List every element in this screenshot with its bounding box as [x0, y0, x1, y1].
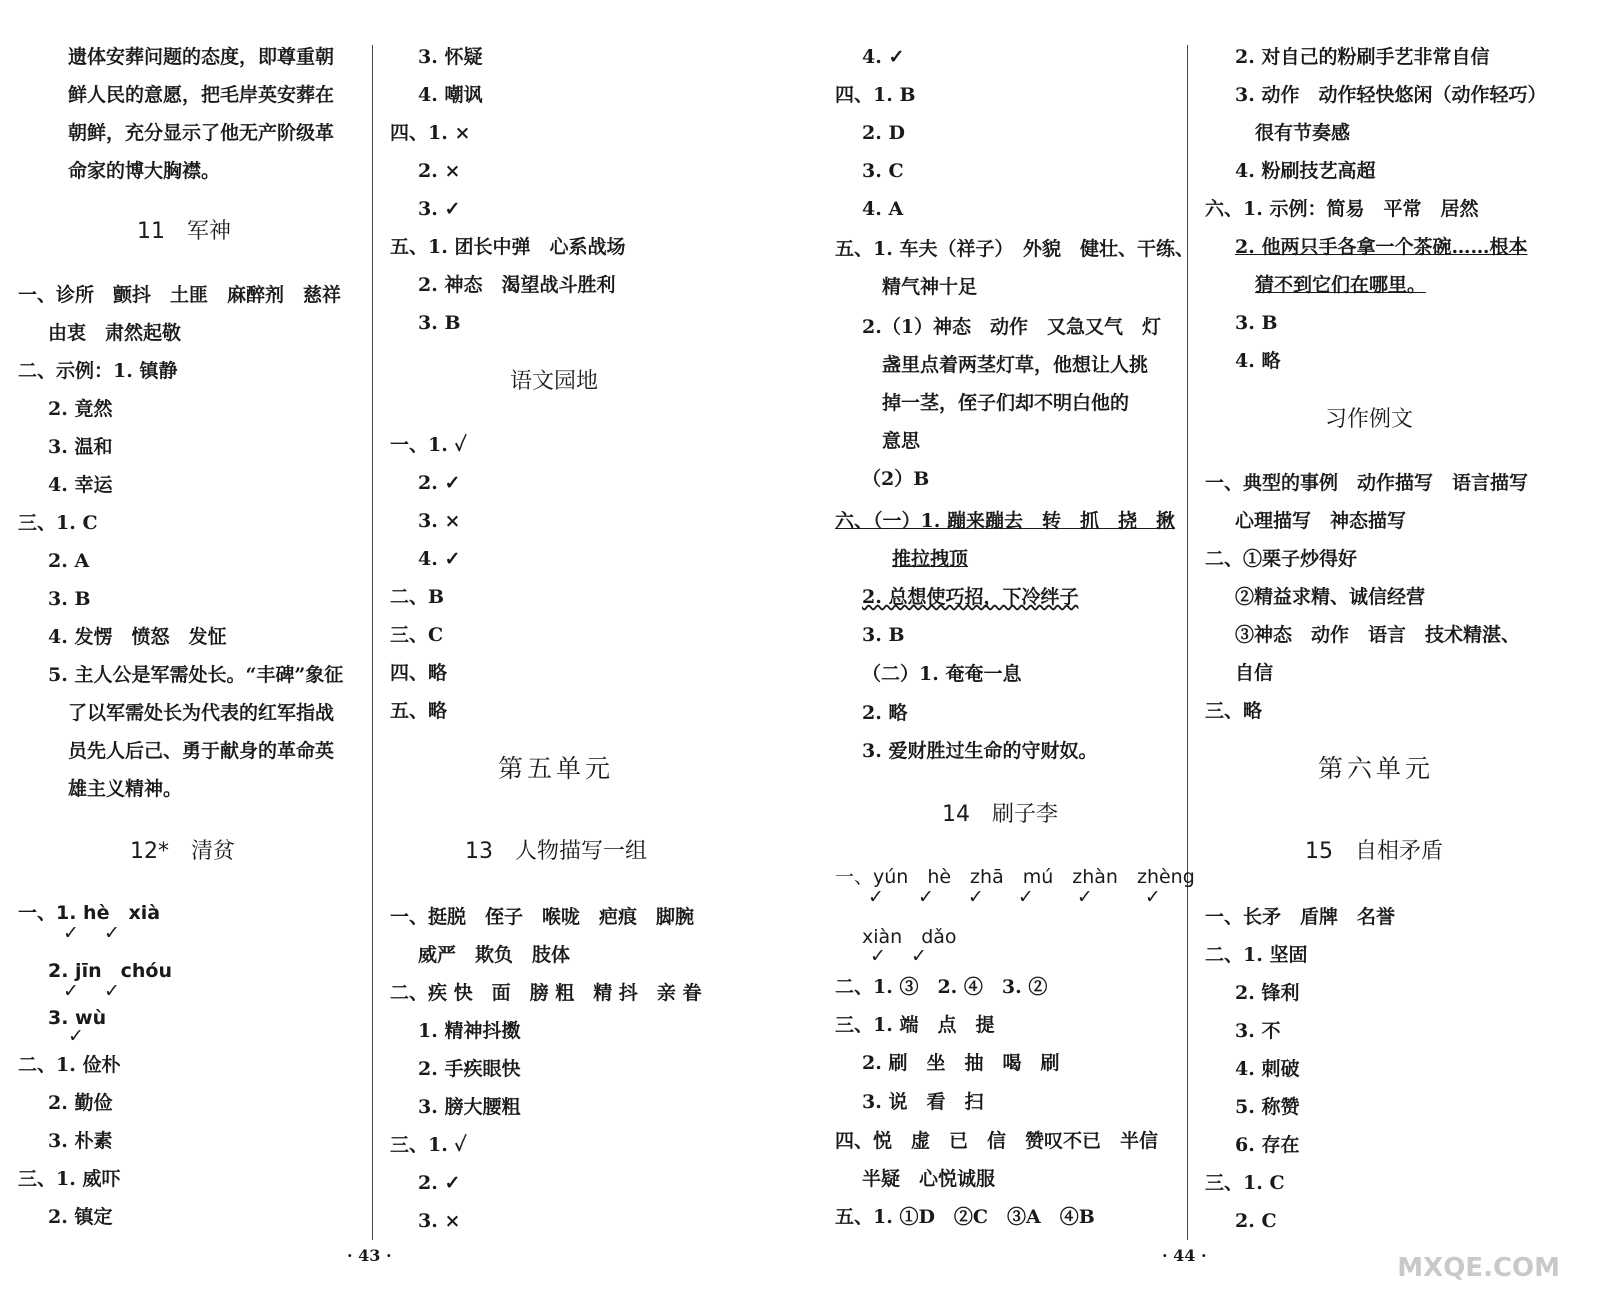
section-title-yuwen-yuandi: 语文园地 — [510, 369, 599, 394]
answer-line: 2. 对自己的粉刷手艺非常自信 — [1235, 46, 1490, 68]
answer-line: 二、1. 俭朴 — [18, 1054, 121, 1076]
answer-line: 3. B — [48, 588, 91, 610]
answer-line: 3. 说 看 扫 — [862, 1091, 984, 1113]
text-line: 鲜人民的意愿，把毛岸英安葬在 — [68, 84, 335, 106]
answer-line: 2.（1）神态 动作 又急又气 灯 — [862, 316, 1162, 338]
answer-line: 四、略 — [390, 662, 448, 684]
check-mark-icon: ✓ ✓ — [870, 945, 927, 967]
answer-line: 半疑 心悦诚服 — [862, 1168, 996, 1190]
column-divider-right — [1187, 45, 1188, 1240]
text-line: 遗体安葬问题的态度，即尊重朝 — [68, 46, 335, 68]
answer-line: 二、B — [390, 586, 445, 608]
answer-line: 五、1. ①D ②C ③A ④B — [835, 1206, 1095, 1228]
answer-line: 雄主义精神。 — [68, 778, 183, 800]
answer-line: 3. 朴素 — [48, 1130, 113, 1152]
answer-line: 4. 刺破 — [1235, 1058, 1300, 1080]
answer-line: 四、悦 虚 已 信 赞叹不已 半信 — [835, 1130, 1159, 1152]
answer-line: 由衷 肃然起敬 — [48, 322, 182, 344]
answer-line: 2. 手疾眼快 — [418, 1058, 521, 1080]
answer-line: 2. A — [48, 550, 90, 572]
answer-line: 一、长矛 盾牌 名誉 — [1205, 906, 1396, 928]
answer-line: ②精益求精、诚信经营 — [1235, 586, 1426, 608]
check-mark-icon: ✓ ✓ — [63, 922, 120, 944]
pinyin-line: 一、yún hè zhā mú zhàn zhèng — [835, 866, 1195, 888]
answer-line: 2. 神态 渴望战斗胜利 — [418, 274, 616, 296]
answer-line: 3. ✓ — [418, 198, 461, 220]
answer-line: 六、（一）1. 蹦来蹦去 转 抓 挠 揪 — [835, 510, 1175, 532]
answer-line: 很有节奏感 — [1255, 122, 1351, 144]
answer-line: 3. B — [1235, 312, 1278, 334]
answer-line: 2. ✓ — [418, 472, 461, 494]
answer-line: 二、1. 坚固 — [1205, 944, 1308, 966]
answer-line: 一、诊所 颤抖 土匪 麻醉剂 慈祥 — [18, 284, 342, 306]
answer-line: 二、疾 快 面 膀 粗 精 抖 亲 眷 — [390, 982, 702, 1004]
answer-line: 3. 爱财胜过生命的守财奴。 — [862, 740, 1098, 762]
answer-line: 三、C — [390, 624, 444, 646]
answer-line: 自信 — [1235, 662, 1274, 684]
pinyin-line: 3. wù — [48, 1007, 107, 1029]
watermark: MXQE.COM — [1397, 1253, 1560, 1283]
answer-line: 三、1. ✓ — [390, 1134, 467, 1156]
answer-line: 3. 不 — [1235, 1020, 1281, 1042]
answer-line: 意思 — [882, 430, 921, 452]
answer-line: 3. × — [418, 510, 461, 532]
answer-line: 2. C — [1235, 1210, 1277, 1232]
answer-line: 2. 镇定 — [48, 1206, 113, 1228]
page-number-right: · 44 · — [1162, 1246, 1207, 1265]
answer-line: 3. 温和 — [48, 436, 113, 458]
answer-line: 精气神十足 — [882, 276, 978, 298]
lesson-title-12: 12* 清贫 — [130, 839, 235, 864]
answer-line: 心理描写 神态描写 — [1235, 510, 1407, 532]
answer-line: 三、1. 威吓 — [18, 1168, 121, 1190]
answer-line: 员先人后己、勇于献身的革命英 — [68, 740, 335, 762]
answer-line: 一、典型的事例 动作描写 语言描写 — [1205, 472, 1529, 494]
answer-line: 2. 勤俭 — [48, 1092, 113, 1114]
answer-line: 4. 嘲讽 — [418, 84, 483, 106]
answer-line: 2. D — [862, 122, 905, 144]
answer-line: 威严 欺负 肢体 — [418, 944, 571, 966]
answer-line: 一、挺脱 侄子 喉咙 疤痕 脚腕 — [390, 906, 695, 928]
answer-line: 猜不到它们在哪里。 — [1255, 274, 1427, 296]
answer-line: 3. 怀疑 — [418, 46, 483, 68]
answer-line: 四、1. B — [835, 84, 916, 106]
answer-line: 三、1. 端 点 提 — [835, 1014, 995, 1036]
answer-line: 2. 竟然 — [48, 398, 113, 420]
pinyin-line: 2. jīn chóu — [48, 960, 172, 982]
pinyin-line: 一、1. hè xià — [18, 902, 161, 924]
answer-line: 五、略 — [390, 700, 448, 722]
pinyin-line: xiàn dǎo — [862, 926, 957, 948]
answer-line: 3. 动作 动作轻快悠闲（动作轻巧） — [1235, 84, 1547, 106]
unit-title-5: 第五单元 — [498, 754, 615, 783]
answer-line: 3. B — [418, 312, 461, 334]
answer-line: 4. 幸运 — [48, 474, 113, 496]
answer-line: 2. 锋利 — [1235, 982, 1300, 1004]
answer-line: 2. 他两只手各拿一个茶碗……根本 — [1235, 236, 1528, 258]
answer-line: 六、1. 示例：简易 平常 居然 — [1205, 198, 1479, 220]
answer-line: （2）B — [862, 468, 930, 490]
answer-line: 2. 总想使巧招，下冷绊子 — [862, 586, 1079, 608]
section-title-xizuo-liwen: 习作例文 — [1325, 407, 1414, 432]
answer-line: （二）1. 奄奄一息 — [862, 663, 1022, 685]
answer-line: 3. B — [862, 624, 905, 646]
answer-line: 掉一茎，侄子们却不明白他的 — [882, 392, 1130, 414]
answer-line: 盏里点着两茎灯草，他想让人挑 — [882, 354, 1149, 376]
lesson-title-15: 15 自相矛盾 — [1305, 839, 1443, 864]
check-mark-icon: ✓ — [68, 1025, 84, 1047]
answer-line: 了以军需处长为代表的红军指战 — [68, 702, 335, 724]
answer-line: 三、略 — [1205, 700, 1263, 722]
answer-line: 2. 略 — [862, 702, 908, 724]
lesson-title-13: 13 人物描写一组 — [465, 839, 647, 864]
text-line: 命家的博大胸襟。 — [68, 160, 221, 182]
answer-line: 4. 粉刷技艺高超 — [1235, 160, 1376, 182]
page-number-left: · 43 · — [347, 1246, 392, 1265]
unit-title-6: 第六单元 — [1318, 754, 1435, 783]
answer-line: 五、1. 团长中弹 心系战场 — [390, 236, 626, 258]
lesson-title-11: 11 军神 — [137, 219, 231, 244]
answer-line: 4. ✓ — [862, 46, 905, 68]
answer-line: 1. 精神抖擞 — [418, 1020, 521, 1042]
answer-line: 二、①栗子炒得好 — [1205, 548, 1358, 570]
answer-line: 6. 存在 — [1235, 1134, 1300, 1156]
answer-line: 5. 称赞 — [1235, 1096, 1300, 1118]
answer-line: 一、1. ✓ — [390, 434, 467, 456]
answer-line: 5. 主人公是军需处长。“丰碑”象征 — [48, 664, 344, 686]
answer-line: 二、示例：1. 镇静 — [18, 360, 178, 382]
answer-line: 3. C — [862, 160, 904, 182]
answer-line: 2. ✓ — [418, 1172, 461, 1194]
answer-line: 三、1. C — [18, 512, 98, 534]
answer-line: 三、1. C — [1205, 1172, 1285, 1194]
answer-line: 4. 发愣 愤怒 发怔 — [48, 626, 227, 648]
answer-line: 4. ✓ — [418, 548, 461, 570]
answer-line: ③神态 动作 语言 技术精湛、 — [1235, 624, 1521, 646]
answer-line: 二、1. ③ 2. ④ 3. ② — [835, 976, 1048, 998]
answer-line: 2. × — [418, 160, 461, 182]
lesson-title-14: 14 刷子李 — [942, 802, 1058, 827]
check-mark-icon: ✓ ✓ ✓ ✓ ✓ ✓ — [868, 886, 1164, 908]
check-mark-icon: ✓ ✓ — [63, 980, 120, 1002]
answer-line: 五、1. 车夫（祥子） 外貌 健壮、干练、 — [835, 238, 1194, 260]
answer-line: 4. 略 — [1235, 350, 1281, 372]
answer-line: 3. 膀大腰粗 — [418, 1096, 521, 1118]
answer-line: 四、1. × — [390, 122, 471, 144]
column-divider-left — [372, 45, 373, 1240]
answer-line: 3. × — [418, 1210, 461, 1232]
answer-line: 2. 刷 坐 抽 喝 刷 — [862, 1052, 1060, 1074]
text-line: 朝鲜，充分显示了他无产阶级革 — [68, 122, 335, 144]
answer-line: 4. A — [862, 198, 904, 220]
answer-line: 推拉拽顶 — [892, 548, 969, 570]
